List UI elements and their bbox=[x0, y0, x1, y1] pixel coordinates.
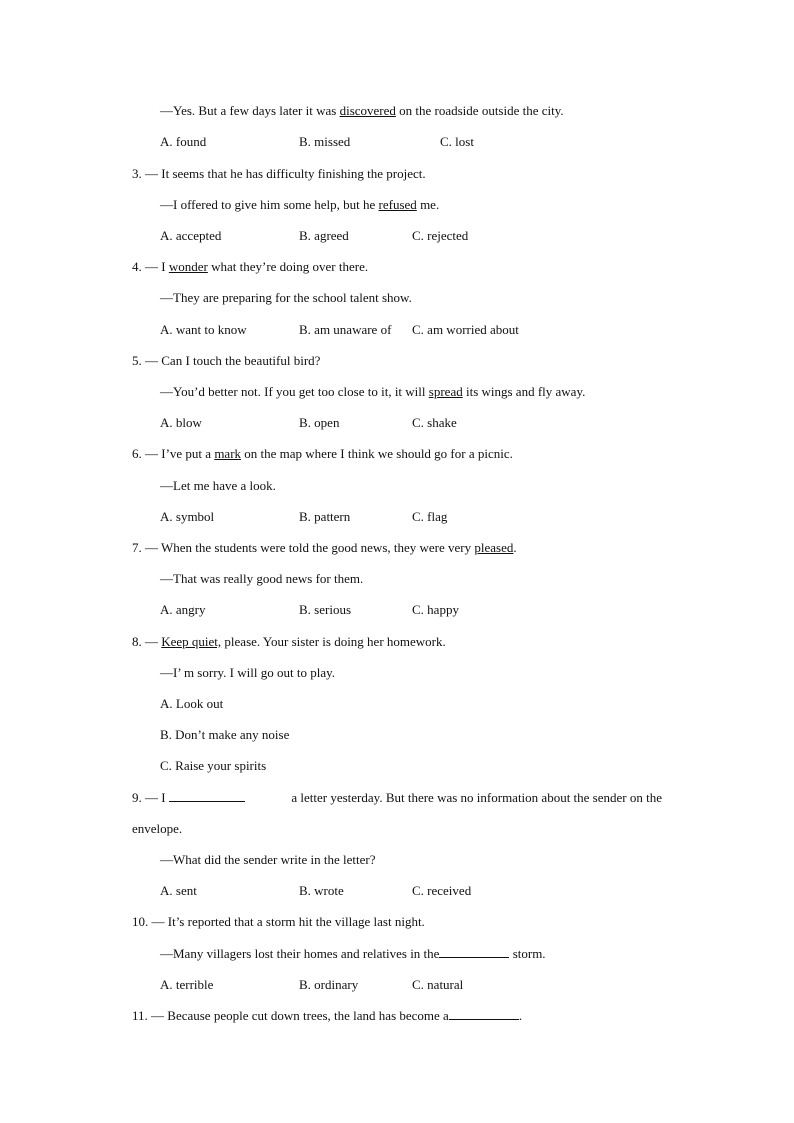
q8-option-b: B. Don’t make any noise bbox=[160, 727, 290, 742]
answer-blank bbox=[169, 790, 245, 802]
q5-option-c: C. shake bbox=[412, 415, 457, 430]
q3-option-c: C. rejected bbox=[412, 228, 469, 243]
question-text: 6. — I’ve put a bbox=[132, 446, 215, 461]
q5-option-b: B. open bbox=[299, 415, 340, 430]
question-text: 11. — Because people cut down trees, the land has become a bbox=[132, 1008, 449, 1023]
question-text: on the map where I think we should go for a picnic. bbox=[241, 446, 513, 461]
q9-option-a: A. sent bbox=[160, 883, 197, 898]
q9-question-start bbox=[132, 790, 245, 806]
underlined-word: wonder bbox=[168, 259, 208, 274]
q10-answer-line bbox=[160, 946, 546, 962]
q2-option-a: A. found bbox=[160, 134, 207, 149]
q9-answer-line: —What did the sender write in the letter? bbox=[160, 852, 376, 867]
underlined-word: pleased bbox=[474, 540, 514, 555]
q8-option-c: C. Raise your spirits bbox=[160, 758, 267, 773]
underlined-word: mark bbox=[214, 446, 242, 461]
q7-option-c: C. happy bbox=[412, 602, 459, 617]
q4-option-b: B. am unaware of bbox=[299, 322, 392, 337]
q3-answer-line bbox=[160, 197, 439, 213]
q10-question-line: 10. — It’s reported that a storm hit the village last night. bbox=[132, 914, 425, 929]
q2-answer-line bbox=[160, 103, 564, 119]
q8-option-a: A. Look out bbox=[160, 696, 224, 711]
q6-question-line bbox=[132, 446, 513, 462]
q10-option-a: A. terrible bbox=[160, 977, 214, 992]
q5-option-a: A. blow bbox=[160, 415, 202, 430]
question-text: a letter yesterday. But there was no information about the sender on the bbox=[291, 790, 662, 805]
question-text: 5. — Can I touch the beautiful bird? bbox=[132, 353, 321, 368]
q5-answer-line bbox=[160, 384, 585, 400]
q10-option-b: B. ordinary bbox=[299, 977, 359, 992]
q3-question-line bbox=[132, 166, 426, 182]
q6-option-b: B. pattern bbox=[299, 509, 351, 524]
answer-blank bbox=[449, 1008, 519, 1020]
q9-option-b: B. wrote bbox=[299, 883, 344, 898]
question-text: what they’re doing over there. bbox=[207, 259, 369, 274]
q4-option-a: A. want to know bbox=[160, 322, 247, 337]
q7-answer-line bbox=[160, 571, 363, 587]
question-text: . bbox=[518, 1008, 523, 1023]
q3-option-b: B. agreed bbox=[299, 228, 349, 243]
answer-text: me. bbox=[416, 197, 440, 212]
question-text: . bbox=[513, 540, 517, 555]
answer-text: —Many villagers lost their homes and relatives in the bbox=[160, 946, 440, 961]
question-text: 3. — It seems that he has difficulty finishing the project. bbox=[132, 166, 426, 181]
answer-text: —I offered to give him some help, but he bbox=[160, 197, 379, 212]
answer-blank bbox=[439, 946, 509, 958]
answer-text: —They are preparing for the school talent show. bbox=[160, 290, 412, 305]
answer-text: —You’d better not. If you get too close to it, it will bbox=[160, 384, 429, 399]
answer-text: —That was really good news for them. bbox=[160, 571, 364, 586]
q7-option-a: A. angry bbox=[160, 602, 206, 617]
q8-question-line bbox=[132, 634, 446, 650]
underlined-word: refused bbox=[378, 197, 417, 212]
question-text: 7. — When the students were told the good news, they were very bbox=[132, 540, 475, 555]
underlined-word: spread bbox=[428, 384, 463, 399]
question-text: 4. — I bbox=[132, 259, 169, 274]
question-text: 9. — I bbox=[132, 790, 166, 805]
q5-question-line bbox=[132, 353, 320, 369]
q6-answer-line bbox=[160, 478, 276, 494]
answer-text: storm. bbox=[509, 946, 546, 961]
q7-question-line bbox=[132, 540, 517, 556]
answer-text: —Let me have a look. bbox=[160, 478, 276, 493]
underlined-word: Keep quiet, bbox=[161, 634, 222, 649]
answer-text: —Yes. But a few days later it was bbox=[160, 103, 340, 118]
q6-option-a: A. symbol bbox=[160, 509, 215, 524]
q10-option-c: C. natural bbox=[412, 977, 464, 992]
q8-answer-line: —I’ m sorry. I will go out to play. bbox=[160, 665, 335, 680]
q4-question-line bbox=[132, 259, 368, 275]
q4-option-c: C. am worried about bbox=[412, 322, 519, 337]
q9-question-line bbox=[132, 790, 662, 806]
q7-option-b: B. serious bbox=[299, 602, 351, 617]
q6-option-c: C. flag bbox=[412, 509, 448, 524]
q11-question-line bbox=[132, 1008, 522, 1024]
q3-option-a: A. accepted bbox=[160, 228, 222, 243]
q9-option-c: C. received bbox=[412, 883, 472, 898]
question-text: please. Your sister is doing her homework. bbox=[221, 634, 446, 649]
question-text: 8. — bbox=[132, 634, 162, 649]
underlined-word: discovered bbox=[339, 103, 396, 118]
q2-option-c: C. lost bbox=[440, 134, 474, 149]
q4-answer-line bbox=[160, 290, 412, 306]
q2-option-b: B. missed bbox=[299, 134, 351, 149]
q9-question-continuation: envelope. bbox=[132, 821, 183, 836]
answer-text: on the roadside outside the city. bbox=[395, 103, 564, 118]
answer-text: its wings and fly away. bbox=[462, 384, 586, 399]
